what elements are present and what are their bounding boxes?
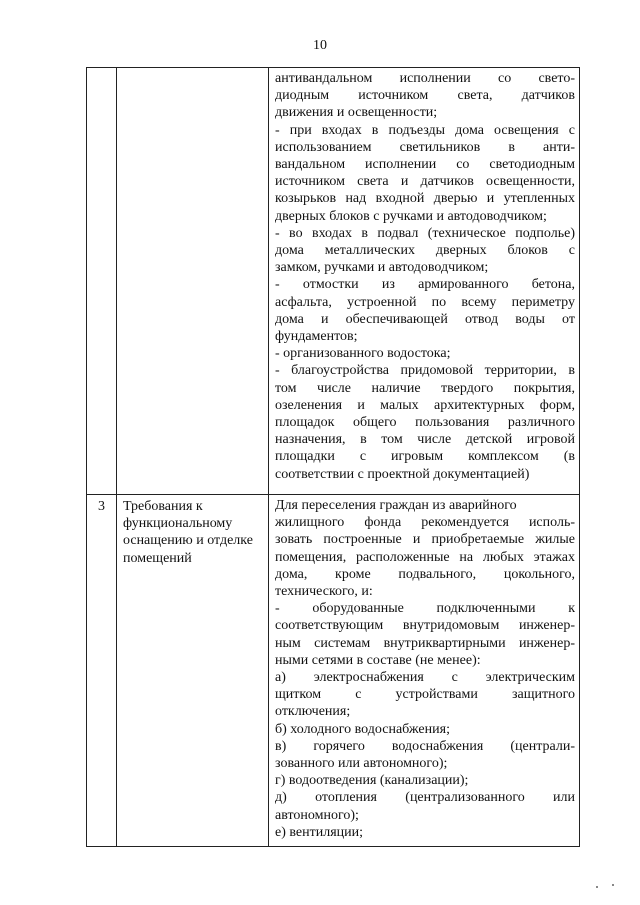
content-line: е) вентиляции; [275, 824, 364, 840]
content-line: дверных блоков с ручками и автодоводчиком; [275, 208, 547, 224]
content-line: зованного или автономного); [275, 756, 448, 772]
content-line: - во входах в подвал (техническое подполье) [275, 225, 575, 241]
content-line: площадки с игровым комплексом (в [275, 449, 575, 465]
content-line: антивандальном исполнении со свето- [275, 71, 575, 86]
content-line: использованием светильников в анти- [275, 139, 575, 155]
scan-artifact [596, 886, 598, 888]
scan-artifact [612, 884, 614, 886]
content-line: ными сетями в составе (не менее): [275, 652, 481, 668]
content-line: замком, ручками и автодоводчиком; [275, 260, 489, 276]
content-line: асфальта, устроенной по всему периметру [275, 294, 575, 310]
content-line: д) отопления (централизованного или [275, 790, 575, 806]
content-line: соответствующим внутридомовым инженер- [275, 618, 575, 634]
content-line: помещения, расположенные на любых этажах [275, 549, 575, 565]
content-line: г) водоотведения (канализации); [275, 773, 469, 789]
content-line: дома, кроме подвального, цокольного, [275, 566, 575, 582]
content-line: озеленения и малых архитектурных форм, [275, 397, 575, 413]
content-line: площадок общего пользования различного [275, 415, 575, 431]
row-name-cell [117, 68, 269, 495]
content-line: вандальном исполнении со светодиодным [275, 157, 575, 173]
content-line: а) электроснабжения с электрическим [275, 670, 575, 686]
content-line: - оборудованные подключенными к [275, 601, 575, 617]
content-line: щитком с устройствами защитного [275, 687, 575, 703]
content-line: ным системам внутриквартирными инженер- [275, 635, 575, 651]
row-number-cell: 3 [87, 495, 117, 847]
content-line: - благоустройства придомовой территории, в [275, 363, 575, 379]
content-line: жилищного фонда рекомендуется исполь- [275, 515, 575, 531]
row-name-cell [117, 495, 269, 847]
content-line: козырьков над входной дверью и утепленных [275, 191, 575, 207]
content-line: автономного); [275, 807, 359, 823]
content-line: зовать построенные и приобретаемые жилые [275, 532, 575, 548]
requirements-table [86, 67, 580, 847]
content-line: том числе наличие твердого покрытия, [275, 380, 575, 396]
row-name-line: Требования к [123, 499, 203, 514]
content-line: в) горячего водоснабжения (централи- [275, 738, 575, 754]
content-line: - отмостки из армированного бетона, [275, 277, 575, 293]
content-line: движения и освещенности; [275, 105, 438, 121]
content-line: источником света и датчиков освещенности, [275, 174, 575, 190]
row-name-line: помещений [123, 550, 192, 566]
row-content-cell [269, 495, 580, 847]
row-number-cell [87, 68, 117, 495]
content-line: диодным источником света, датчиков [275, 88, 575, 104]
content-line: - организованного водостока; [275, 346, 451, 362]
content-line: фундаментов; [275, 329, 358, 345]
content-line: дома металлических дверных блоков с [275, 243, 575, 259]
content-line: технического, и: [275, 584, 373, 600]
content-line: соответствии с проектной документацией) [275, 466, 530, 482]
row-content-cell [269, 68, 580, 495]
row-name-line: оснащению и отделке [123, 533, 253, 549]
content-line: б) холодного водоснабжения; [275, 721, 450, 737]
content-line: назначения, в том числе детской игровой [275, 432, 575, 448]
content-line: Для переселения граждан из аварийного [275, 498, 517, 513]
table-row [87, 68, 580, 495]
content-line: отключения; [275, 704, 351, 720]
row-name-line: функциональному [123, 516, 233, 532]
content-line: дома и обеспечивающей отвод воды от [275, 311, 575, 327]
content-line: - при входах в подъезды дома освещения с [275, 122, 575, 138]
page-number: 10 [313, 38, 327, 53]
table-row [87, 495, 580, 847]
